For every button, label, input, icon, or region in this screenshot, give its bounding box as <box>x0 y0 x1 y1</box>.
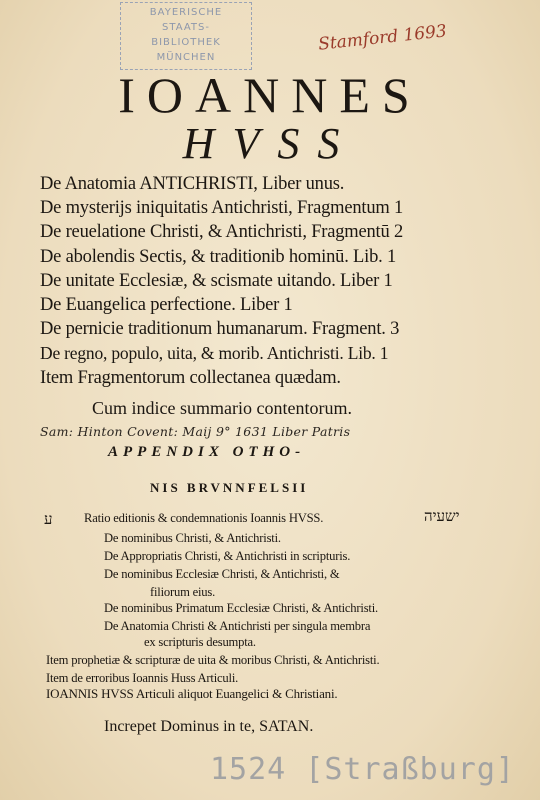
title-author-first: IOANNES <box>118 67 422 123</box>
contents-list <box>40 172 510 390</box>
closing-motto: Increpet Dominus in te, SATAN. <box>104 718 314 735</box>
appendix-item: filiorum eius. <box>150 585 216 599</box>
contents-item: De pernicie traditionum humanarum. Fragment. 3 <box>40 319 400 340</box>
title-author-last: HVSS <box>182 119 358 168</box>
handwritten-signature: Sam: Hinton Covent: Maij 9° 1631 Liber Patris <box>40 424 351 439</box>
stamp-line: BAYERISCHE <box>149 7 223 18</box>
stamp-line: MÜNCHEN <box>156 52 216 63</box>
contents-item: De Euangelica perfectione. Liber 1 <box>40 295 293 316</box>
contents-item: De reuelatione Christi, & Antichristi, Fragmentū 2 <box>40 222 404 243</box>
appendix-item: De nominibus Primatum Ecclesiæ Christi, & Antichristi. <box>104 601 378 615</box>
appendix-item: Item prophetiæ & scripturæ de uita & moribus Christi, & Antichristi. <box>46 653 380 667</box>
hebrew-inscription: ישעיה <box>424 507 460 525</box>
stamp-line: BIBLIOTHEK <box>151 37 221 48</box>
contents-item: De mysterijs iniquitatis Antichristi, Fragmentum 1 <box>40 198 404 219</box>
contents-item: De abolendis Sectis, & traditionib hominū. Lib. 1 <box>40 246 397 267</box>
stamp-line: STAATS- <box>162 22 210 33</box>
appendix-item: De nominibus Ecclesiæ Christi, & Antichristi, & <box>104 567 340 581</box>
appendix-heading-line2: NIS BRVNNFELSII <box>150 480 309 495</box>
appendix-heading-line1: APPENDIX OTHO- <box>108 444 306 460</box>
contents-item: Item Fragmentorum collectanea quædam. <box>40 367 341 388</box>
pencil-shelfmark: 1524 [Straßburg] <box>210 752 515 787</box>
appendix-item: Item de erroribus Ioannis Huss Articuli. <box>46 671 239 685</box>
appendix-item: De nominibus Christi, & Antichristi. <box>104 531 281 545</box>
contents-item: De unitate Ecclesiæ, & scismate uitando. Liber 1 <box>40 270 393 291</box>
index-line: Cum indice summario contentorum. <box>92 398 352 418</box>
contents-item: De Anatomia ANTICHRISTI, Liber unus. <box>40 174 345 194</box>
contents-item: De regno, populo, uita, & morib. Antichristi. Lib. 1 <box>40 343 389 364</box>
appendix-item: ex scripturis desumpta. <box>144 635 256 649</box>
handwritten-provenance: Stamford 1693 <box>317 21 448 55</box>
appendix-item: De Anatomia Christi & Antichristi per singula membra <box>104 619 371 633</box>
library-stamp <box>120 2 252 70</box>
hebrew-marginal-mark: ע <box>44 510 53 528</box>
appendix-item: De Appropriatis Christi, & Antichristi in scripturis. <box>104 549 351 563</box>
appendix-item: IOANNIS HVSS Articuli aliquot Euangelici & Christiani. <box>46 686 338 701</box>
appendix-item: Ratio editionis & condemnationis Ioannis HVSS. <box>84 511 324 525</box>
